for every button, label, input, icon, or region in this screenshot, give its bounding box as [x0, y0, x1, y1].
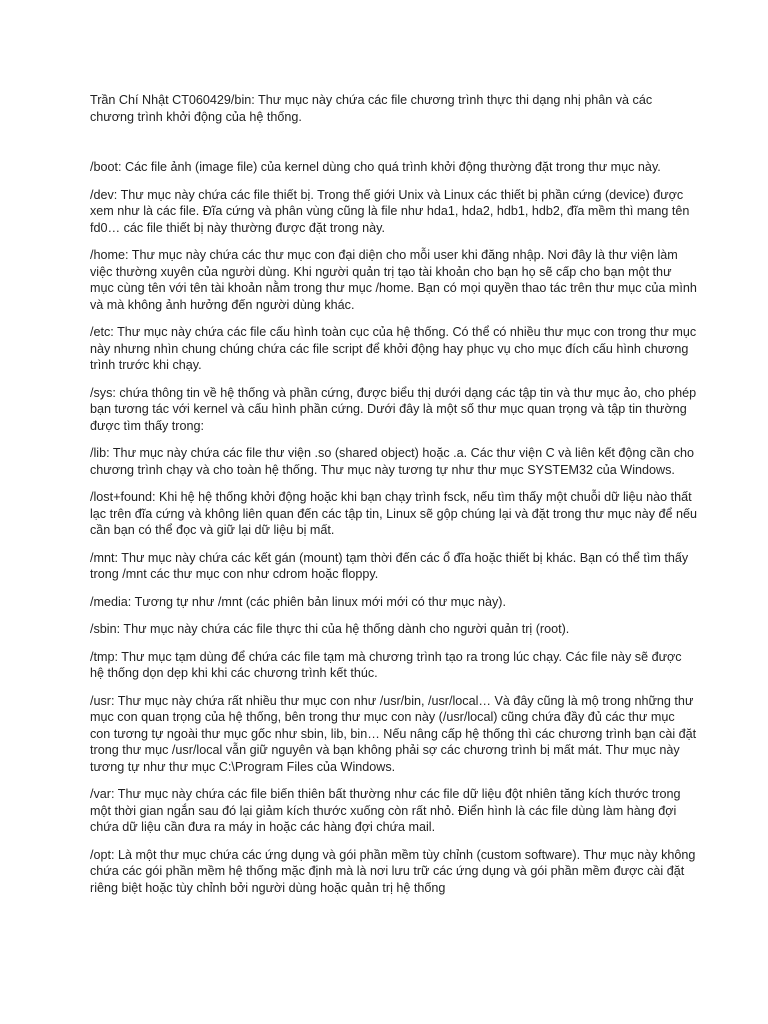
paragraph-dev: /dev: Thư mục này chứa các file thiết bị. Trong thế giới Unix và Linux các thiết bị phần cứng (device) được xem như là các file. Đĩa cứng và phân vùng cũng là file như hda1, hda2, hdb1, hdb2, đĩa mềm thì mang tên fd0… các file thiết bị này thường được đặt trong này. — [90, 187, 690, 235]
paragraph-opt: /opt: Là một thư mục chứa các ứng dụng và gói phần mềm tùy chỉnh (custom software). Thư mục này không chứa các gói phần mềm hệ thống mặc định mà là nơi lưu trữ các ứng dụng và gói phần mềm được cài đặt riêng biệt hoặc tùy chỉnh bởi người dùng hoặc quản trị hệ thống — [90, 847, 696, 895]
intro-paragraph: Trần Chí Nhật CT060429/bin: Thư mục này chứa các file chương trình thực thi dạng nhị phân và các chương trình khởi động của hệ thống. — [90, 93, 653, 124]
paragraph-lost-found: /lost+found: Khi hệ hệ thống khởi động hoặc khi bạn chạy trình fsck, nếu tìm thấy một chuỗi dữ liệu nào thất lạc trên đĩa cứng và không liên quan đến các tập tin, Linux sẽ gộp chúng lại và đặt trong thư mục này để nếu cần bạn có thể đọc và giữ lại dữ liệu bị mất. — [90, 490, 698, 537]
paragraph-sbin: /sbin: Thư mục này chứa các file thực thi của hệ thống dành cho người quản trị (root). — [90, 622, 570, 636]
paragraph-sys: /sys: chứa thông tin về hệ thống và phần cứng, được biểu thị dưới dạng các tập tin và thư mục ảo, cho phép bạn tương tác với kernel và cấu hình phần cứng. Dưới đây là một số thư mục quan trọng và tập tin thường được tìm thấy trong: — [90, 385, 697, 433]
paragraph-var: /var: Thư mục này chứa các file biến thiên bất thường như các file dữ liệu đột nhiên tăng kích thước trong một thời gian ngắn sau đó lại giảm kích thước xuống còn rất nhỏ. Điển hình là các file dùng làm hàng đợi chứa dữ liệu cần đưa ra máy in hoặc các hàng đợi chứa mail. — [90, 787, 681, 834]
paragraph-mnt: /mnt: Thư mục này chứa các kết gán (mount) tạm thời đến các ổ đĩa hoặc thiết bị khác. Bạn có thể tìm thấy trong /mnt các thư mục con như cdrom hoặc floppy. — [90, 550, 689, 581]
paragraph-etc: /etc: Thư mục này chứa các file cấu hình toàn cục của hệ thống. Có thể có nhiều thư mục con trong thư mục này nhưng nhìn chung chúng chứa các file script để khởi động hay phục vụ cho mục đích cấu hình chương trình trước khi chạy. — [90, 325, 697, 372]
paragraph-boot: /boot: Các file ảnh (image file) của kernel dùng cho quá trình khởi động thường đặt trong thư mục này. — [90, 160, 661, 174]
paragraph-media: /media: Tương tự như /mnt (các phiên bản linux mới mới có thư mục này). — [90, 594, 506, 609]
paragraph-lib: /lib: Thư mục này chứa các file thư viện .so (shared object) hoặc .a. Các thư viện C và liên kết động cần cho chương trình chạy và cho toàn hệ thống. Thư mục này tương tự như thư mục SYSTEM32 của Windows. — [90, 446, 695, 477]
paragraph-tmp: /tmp: Thư mục tạm dùng để chứa các file tạm mà chương trình tạo ra trong lúc chạy. Các file này sẽ được hệ thống dọn dẹp khi khi các chương trình kết thúc. — [90, 649, 682, 680]
paragraph-usr: /usr: Thư mục này chứa rất nhiều thư mục con như /usr/bin, /usr/local… Và đây cũng là mộ trong những thư mục con quan trọng của hệ thống, bên trong thư mục con này (/usr/local) cũng chứa đầy đủ các thư mục con tương tự ngoài thư mục gốc như sbin, lib, bin… Nếu nâng cấp hệ thống thì các chương trình bạn cài đặt trong thư mục /usr/local vẫn giữ nguyên và bạn không phải sợ các chương trình bị mất mát. Thư mục này tương tự như thư mục C:\Program Files của Windows. — [90, 693, 697, 774]
paragraph-home: /home: Thư mục này chứa các thư mục con đại diện cho mỗi user khi đăng nhập. Nơi đây là thư viện làm việc thường xuyên của người dùng. Khi người quản trị tạo tài khoản cho bạn họ sẽ cấp cho bạn một thư mục cùng tên với tên tài khoản nằm trong thư mục /home. Bạn có mọi quyền thao tác trên thư mục của mình và mà không ảnh hưởng đến người dùng khác. — [90, 248, 697, 312]
